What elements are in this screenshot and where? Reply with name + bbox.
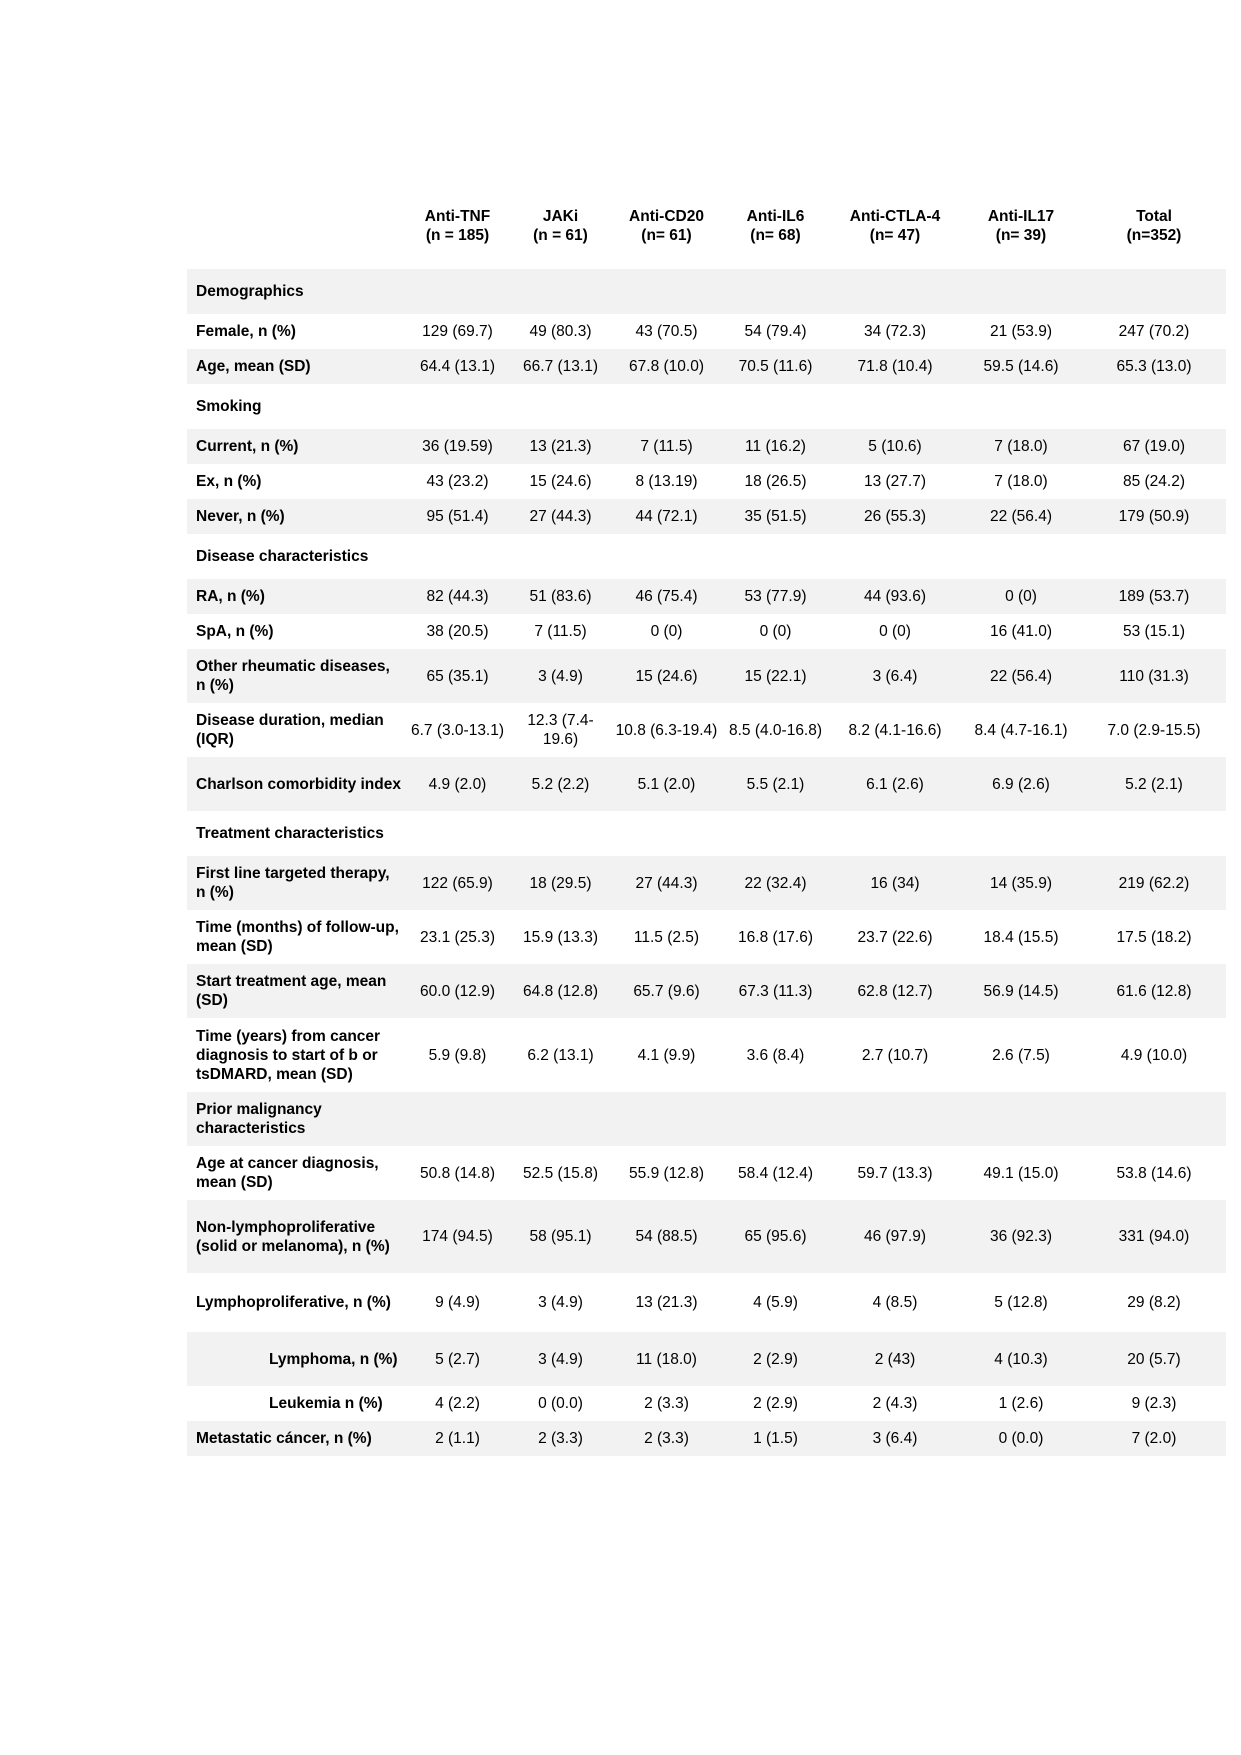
empty-cell (509, 1092, 612, 1146)
table-row (187, 1146, 1226, 1200)
column-name: Anti-CD20 (629, 208, 704, 225)
column-header (1082, 195, 1226, 257)
column-n: (n= 68) (750, 227, 801, 244)
table-cell: 67 (19.0) (1082, 429, 1226, 464)
table-cell: 51 (83.6) (509, 579, 612, 614)
table-cell: 12.3 (7.4-19.6) (527, 712, 594, 748)
table-row (187, 1200, 1226, 1273)
empty-cell (406, 1092, 509, 1146)
table-cell: 7 (2.0) (1082, 1421, 1226, 1456)
table-cell: 7 (18.0) (960, 429, 1082, 464)
table-cell: 15 (24.6) (529, 473, 592, 490)
row-label: Start treatment age, mean (SD) (187, 964, 406, 1018)
column-n: (n=352) (1126, 227, 1182, 244)
table-row (187, 499, 1226, 534)
table-cell: 6.2 (13.1) (527, 1046, 594, 1064)
table-cell: 5.5 (2.1) (721, 757, 830, 811)
table-cell: 2.6 (7.5) (992, 1046, 1050, 1064)
table-cell: 27 (44.3) (612, 856, 721, 910)
column-header (721, 195, 830, 257)
section-label: Smoking (196, 398, 262, 415)
table-row (187, 649, 1226, 703)
table-cell: 22 (56.4) (960, 649, 1082, 703)
table-cell: 64.4 (13.1) (406, 349, 509, 384)
table-cell: 10.8 (6.3-19.4) (615, 721, 718, 739)
table-row (187, 429, 1226, 464)
table-cell: 15.9 (13.3) (523, 928, 598, 946)
row-label: Disease duration, median (IQR) (196, 712, 384, 748)
table-cell: 5.2 (2.1) (1082, 757, 1226, 811)
table-body (187, 257, 1226, 1456)
empty-cell (509, 269, 612, 314)
empty-cell (721, 811, 830, 856)
table-cell: 46 (75.4) (612, 579, 721, 614)
table-cell: 4 (2.2) (435, 1395, 480, 1412)
row-label: Metastatic cáncer, n (%) (187, 1421, 406, 1456)
table-cell: 5 (12.8) (994, 1294, 1048, 1311)
section-label: Prior malignancy characteristics (187, 1092, 406, 1146)
table-cell: 21 (53.9) (989, 323, 1053, 340)
table-cell: 26 (55.3) (830, 499, 960, 534)
table-cell: 4.1 (9.9) (637, 1046, 696, 1064)
table-cell: 55.9 (12.8) (629, 1164, 704, 1182)
empty-cell (406, 534, 509, 579)
empty-cell (1082, 269, 1226, 314)
table-cell: 54 (79.4) (744, 323, 807, 340)
section-row (187, 384, 1226, 429)
table-cell: 56.9 (14.5) (960, 964, 1082, 1018)
table-cell: 18 (26.5) (744, 473, 807, 490)
table-cell: 61.6 (12.8) (1082, 964, 1226, 1018)
table-cell: 219 (62.2) (1082, 856, 1226, 910)
table-cell: 46 (97.9) (830, 1200, 960, 1273)
column-n: (n= 47) (869, 227, 921, 244)
table-cell: 7 (18.0) (994, 473, 1048, 490)
table-cell: 18.4 (15.5) (983, 928, 1059, 946)
column-name: Anti-CTLA-4 (849, 208, 941, 225)
empty-cell (830, 269, 960, 314)
empty-cell (612, 269, 721, 314)
table-row (187, 856, 1226, 910)
empty-cell (406, 384, 509, 429)
table-cell: 43 (70.5) (635, 323, 698, 340)
table-cell: 15 (22.1) (721, 649, 830, 703)
table-cell: 6.1 (2.6) (830, 757, 960, 811)
table-cell: 0 (0) (879, 623, 911, 640)
table-cell: 7 (11.5) (612, 429, 721, 464)
table-cell: 16 (34) (830, 856, 960, 910)
table-cell: 2 (3.3) (612, 1421, 721, 1456)
table-cell: 53 (77.9) (721, 579, 830, 614)
table-cell: 64.8 (12.8) (509, 964, 612, 1018)
empty-cell (1082, 811, 1226, 856)
table-cell: 43 (23.2) (426, 473, 489, 490)
table-cell: 53.8 (14.6) (1116, 1164, 1192, 1182)
table-cell: 4 (10.3) (960, 1332, 1082, 1386)
table-cell: 11 (16.2) (721, 429, 830, 464)
column-n: (n = 185) (425, 227, 490, 244)
column-header (612, 195, 721, 257)
table-row (187, 1273, 1226, 1332)
table-cell: 82 (44.3) (406, 579, 509, 614)
empty-cell (960, 384, 1082, 429)
table-header-row (187, 195, 1226, 257)
table-cell: 15 (24.6) (612, 649, 721, 703)
table-cell: 62.8 (12.7) (830, 964, 960, 1018)
section-row (187, 269, 1226, 314)
table-cell: 5.9 (9.8) (428, 1046, 487, 1064)
column-header (960, 195, 1082, 257)
row-label: Current, n (%) (187, 429, 406, 464)
table-cell: 65.3 (13.0) (1082, 349, 1226, 384)
table-row (187, 757, 1226, 811)
table-cell: 23.7 (22.6) (857, 928, 933, 946)
table-cell: 8.4 (4.7-16.1) (974, 721, 1068, 739)
table-cell: 7 (11.5) (534, 623, 587, 640)
table-cell: 60.0 (12.9) (406, 964, 509, 1018)
table-cell: 23.1 (25.3) (420, 928, 495, 946)
row-label: Female, n (%) (196, 323, 296, 340)
empty-cell (509, 534, 612, 579)
table-row (187, 349, 1226, 384)
table-cell: 27 (44.3) (509, 499, 612, 534)
row-label: Time (months) of follow-up, mean (SD) (196, 919, 399, 955)
table-cell: 70.5 (11.6) (721, 349, 830, 384)
table-cell: 5.1 (2.0) (612, 757, 721, 811)
table-cell: 54 (88.5) (612, 1200, 721, 1273)
row-label: SpA, n (%) (196, 623, 274, 640)
table-cell: 29 (8.2) (1127, 1294, 1181, 1311)
table-cell: 7.0 (2.9-15.5) (1107, 721, 1201, 739)
empty-cell (1082, 384, 1226, 429)
table-cell: 36 (92.3) (960, 1200, 1082, 1273)
header-spacer (187, 257, 1226, 269)
row-label: Leukemia n (%) (269, 1395, 383, 1412)
table-cell: 44 (93.6) (830, 579, 960, 614)
column-n: (n= 61) (641, 227, 692, 244)
table-cell: 9 (4.9) (435, 1294, 480, 1311)
table-cell: 17.5 (18.2) (1116, 928, 1192, 946)
table-row (187, 314, 1226, 349)
section-row (187, 1092, 1226, 1146)
table-cell: 58.4 (12.4) (738, 1164, 813, 1182)
table-cell: 18 (29.5) (509, 856, 612, 910)
table-cell: 71.8 (10.4) (830, 349, 960, 384)
column-n: (n = 61) (533, 227, 588, 244)
table-cell: 49 (80.3) (529, 323, 592, 340)
row-label: Charlson comorbidity index (187, 757, 406, 811)
table-cell: 22 (32.4) (721, 856, 830, 910)
table-row (187, 1386, 1226, 1421)
table-cell: 65.7 (9.6) (612, 964, 721, 1018)
table-cell: 4 (8.5) (872, 1294, 918, 1311)
table-cell: 67.8 (10.0) (612, 349, 721, 384)
table-cell: 3 (4.9) (509, 649, 612, 703)
table-row (187, 579, 1226, 614)
table-cell: 0 (0) (960, 579, 1082, 614)
baseline-characteristics-table (187, 195, 1226, 1456)
empty-cell (960, 1092, 1082, 1146)
table-row (187, 614, 1226, 649)
table-cell: 65 (95.6) (721, 1200, 830, 1273)
table-cell: 2 (3.3) (644, 1395, 689, 1412)
column-name: Anti-IL6 (746, 208, 805, 225)
table-row (187, 464, 1226, 499)
table-row (187, 703, 1226, 757)
table-cell: 179 (50.9) (1082, 499, 1226, 534)
column-header (509, 195, 612, 257)
table-cell: 13 (21.3) (635, 1294, 698, 1311)
empty-cell (960, 269, 1082, 314)
column-name: JAKi (542, 208, 579, 225)
table-cell: 34 (72.3) (863, 323, 927, 340)
table-cell: 5.2 (2.2) (509, 757, 612, 811)
empty-cell (830, 1092, 960, 1146)
table-cell: 247 (70.2) (1118, 323, 1190, 340)
table-cell: 22 (56.4) (960, 499, 1082, 534)
table-cell: 5 (10.6) (830, 429, 960, 464)
table-cell: 67.3 (11.3) (721, 964, 830, 1018)
table-cell: 59.5 (14.6) (960, 349, 1082, 384)
table-row (187, 1018, 1226, 1092)
table-cell: 58 (95.1) (509, 1200, 612, 1273)
table-cell: 52.5 (15.8) (523, 1164, 598, 1182)
column-header (406, 195, 509, 257)
table-cell: 59.7 (13.3) (857, 1164, 933, 1182)
empty-cell (612, 811, 721, 856)
table-cell: 65 (35.1) (406, 649, 509, 703)
column-name: Total (1136, 208, 1172, 225)
table-cell: 4.9 (2.0) (406, 757, 509, 811)
table-cell: 331 (94.0) (1082, 1200, 1226, 1273)
table-cell: 110 (31.3) (1082, 649, 1226, 703)
table-cell: 38 (20.5) (426, 623, 489, 640)
column-name: Anti-IL17 (987, 208, 1055, 225)
table-cell: 35 (51.5) (721, 499, 830, 534)
empty-cell (1082, 534, 1226, 579)
row-label: First line targeted therapy, n (%) (187, 856, 406, 910)
table-cell: 53 (15.1) (1122, 623, 1186, 640)
table-cell: 8.2 (4.1-16.6) (848, 721, 942, 739)
table-cell: 2 (2.9) (753, 1395, 798, 1412)
table-cell: 95 (51.4) (406, 499, 509, 534)
table-cell: 2 (4.3) (872, 1395, 918, 1412)
table-cell: 1 (2.6) (998, 1395, 1044, 1412)
table-cell: 1 (1.5) (721, 1421, 830, 1456)
table-cell: 2 (2.9) (721, 1332, 830, 1386)
empty-cell (721, 269, 830, 314)
empty-cell (1082, 1092, 1226, 1146)
row-label: Age, mean (SD) (187, 349, 406, 384)
empty-cell (960, 534, 1082, 579)
table-cell: 16 (41.0) (989, 623, 1053, 640)
table-cell: 16.8 (17.6) (738, 928, 813, 946)
table-cell: 36 (19.59) (406, 429, 509, 464)
empty-cell (721, 384, 830, 429)
row-label: Lymphoma, n (%) (187, 1332, 406, 1386)
table-cell: 2 (3.3) (509, 1421, 612, 1456)
table-cell: 2 (1.1) (406, 1421, 509, 1456)
table-cell: 3 (4.9) (509, 1332, 612, 1386)
row-label: RA, n (%) (187, 579, 406, 614)
empty-cell (830, 811, 960, 856)
row-label: Other rheumatic diseases, n (%) (187, 649, 406, 703)
table-cell: 0 (0.0) (960, 1421, 1082, 1456)
table-cell: 3 (4.9) (538, 1294, 583, 1311)
table-row (187, 910, 1226, 964)
table-cell: 49.1 (15.0) (983, 1164, 1059, 1182)
row-label: Lymphoproliferative, n (%) (196, 1294, 391, 1311)
section-label: Demographics (187, 269, 406, 314)
spacer-cell (187, 257, 1226, 269)
empty-cell (721, 534, 830, 579)
empty-cell (612, 384, 721, 429)
table-cell: 2.7 (10.7) (861, 1046, 929, 1064)
empty-cell (406, 811, 509, 856)
table-cell: 14 (35.9) (960, 856, 1082, 910)
table-cell: 85 (24.2) (1122, 473, 1186, 490)
empty-cell (830, 384, 960, 429)
column-n: (n= 39) (995, 227, 1047, 244)
table-cell: 4.9 (10.0) (1120, 1046, 1188, 1064)
column-header (830, 195, 960, 257)
table-cell: 6.9 (2.6) (960, 757, 1082, 811)
table-cell: 50.8 (14.8) (420, 1164, 495, 1182)
empty-cell (406, 269, 509, 314)
section-row (187, 811, 1226, 856)
table-cell: 3.6 (8.4) (746, 1046, 805, 1064)
row-label-header (187, 195, 406, 257)
row-label: Time (years) from cancer diagnosis to start of b or tsDMARD, mean (SD) (196, 1027, 381, 1083)
empty-cell (960, 811, 1082, 856)
table-cell: 189 (53.7) (1082, 579, 1226, 614)
row-label: Non-lymphoproliferative (solid or melanoma), n (%) (187, 1200, 406, 1273)
table-cell: 129 (69.7) (422, 323, 493, 340)
table-row (187, 1421, 1226, 1456)
table-cell: 5 (2.7) (406, 1332, 509, 1386)
empty-cell (509, 811, 612, 856)
table-cell: 13 (27.7) (863, 473, 927, 490)
table-cell: 66.7 (13.1) (509, 349, 612, 384)
section-row (187, 534, 1226, 579)
table-cell: 11.5 (2.5) (633, 928, 700, 946)
section-label: Treatment characteristics (196, 825, 384, 842)
table-cell: 122 (65.9) (406, 856, 509, 910)
section-label: Disease characteristics (196, 548, 369, 565)
empty-cell (830, 534, 960, 579)
row-label: Never, n (%) (187, 499, 406, 534)
table-cell: 6.7 (3.0-13.1) (410, 721, 505, 739)
table-cell: 0 (0) (650, 623, 683, 640)
table-cell: 8 (13.19) (635, 473, 698, 490)
table-cell: 3 (6.4) (830, 649, 960, 703)
table-cell: 13 (21.3) (509, 429, 612, 464)
table-row (187, 964, 1226, 1018)
row-label: Age at cancer diagnosis, mean (SD) (196, 1155, 379, 1191)
table-cell: 8.5 (4.0-16.8) (728, 721, 823, 739)
empty-cell (509, 384, 612, 429)
table-cell: 44 (72.1) (612, 499, 721, 534)
table-cell: 9 (2.3) (1131, 1395, 1177, 1412)
empty-cell (612, 1092, 721, 1146)
table-cell: 2 (43) (830, 1332, 960, 1386)
table-cell: 3 (6.4) (830, 1421, 960, 1456)
table-cell: 11 (18.0) (612, 1332, 721, 1386)
table-cell: 4 (5.9) (753, 1294, 798, 1311)
empty-cell (721, 1092, 830, 1146)
table-cell: 0 (0.0) (538, 1395, 583, 1412)
column-name: Anti-TNF (424, 208, 491, 225)
table-row (187, 1332, 1226, 1386)
empty-cell (612, 534, 721, 579)
table-cell: 20 (5.7) (1082, 1332, 1226, 1386)
table-cell: 174 (94.5) (406, 1200, 509, 1273)
row-label: Ex, n (%) (196, 473, 262, 490)
table-cell: 0 (0) (759, 623, 792, 640)
